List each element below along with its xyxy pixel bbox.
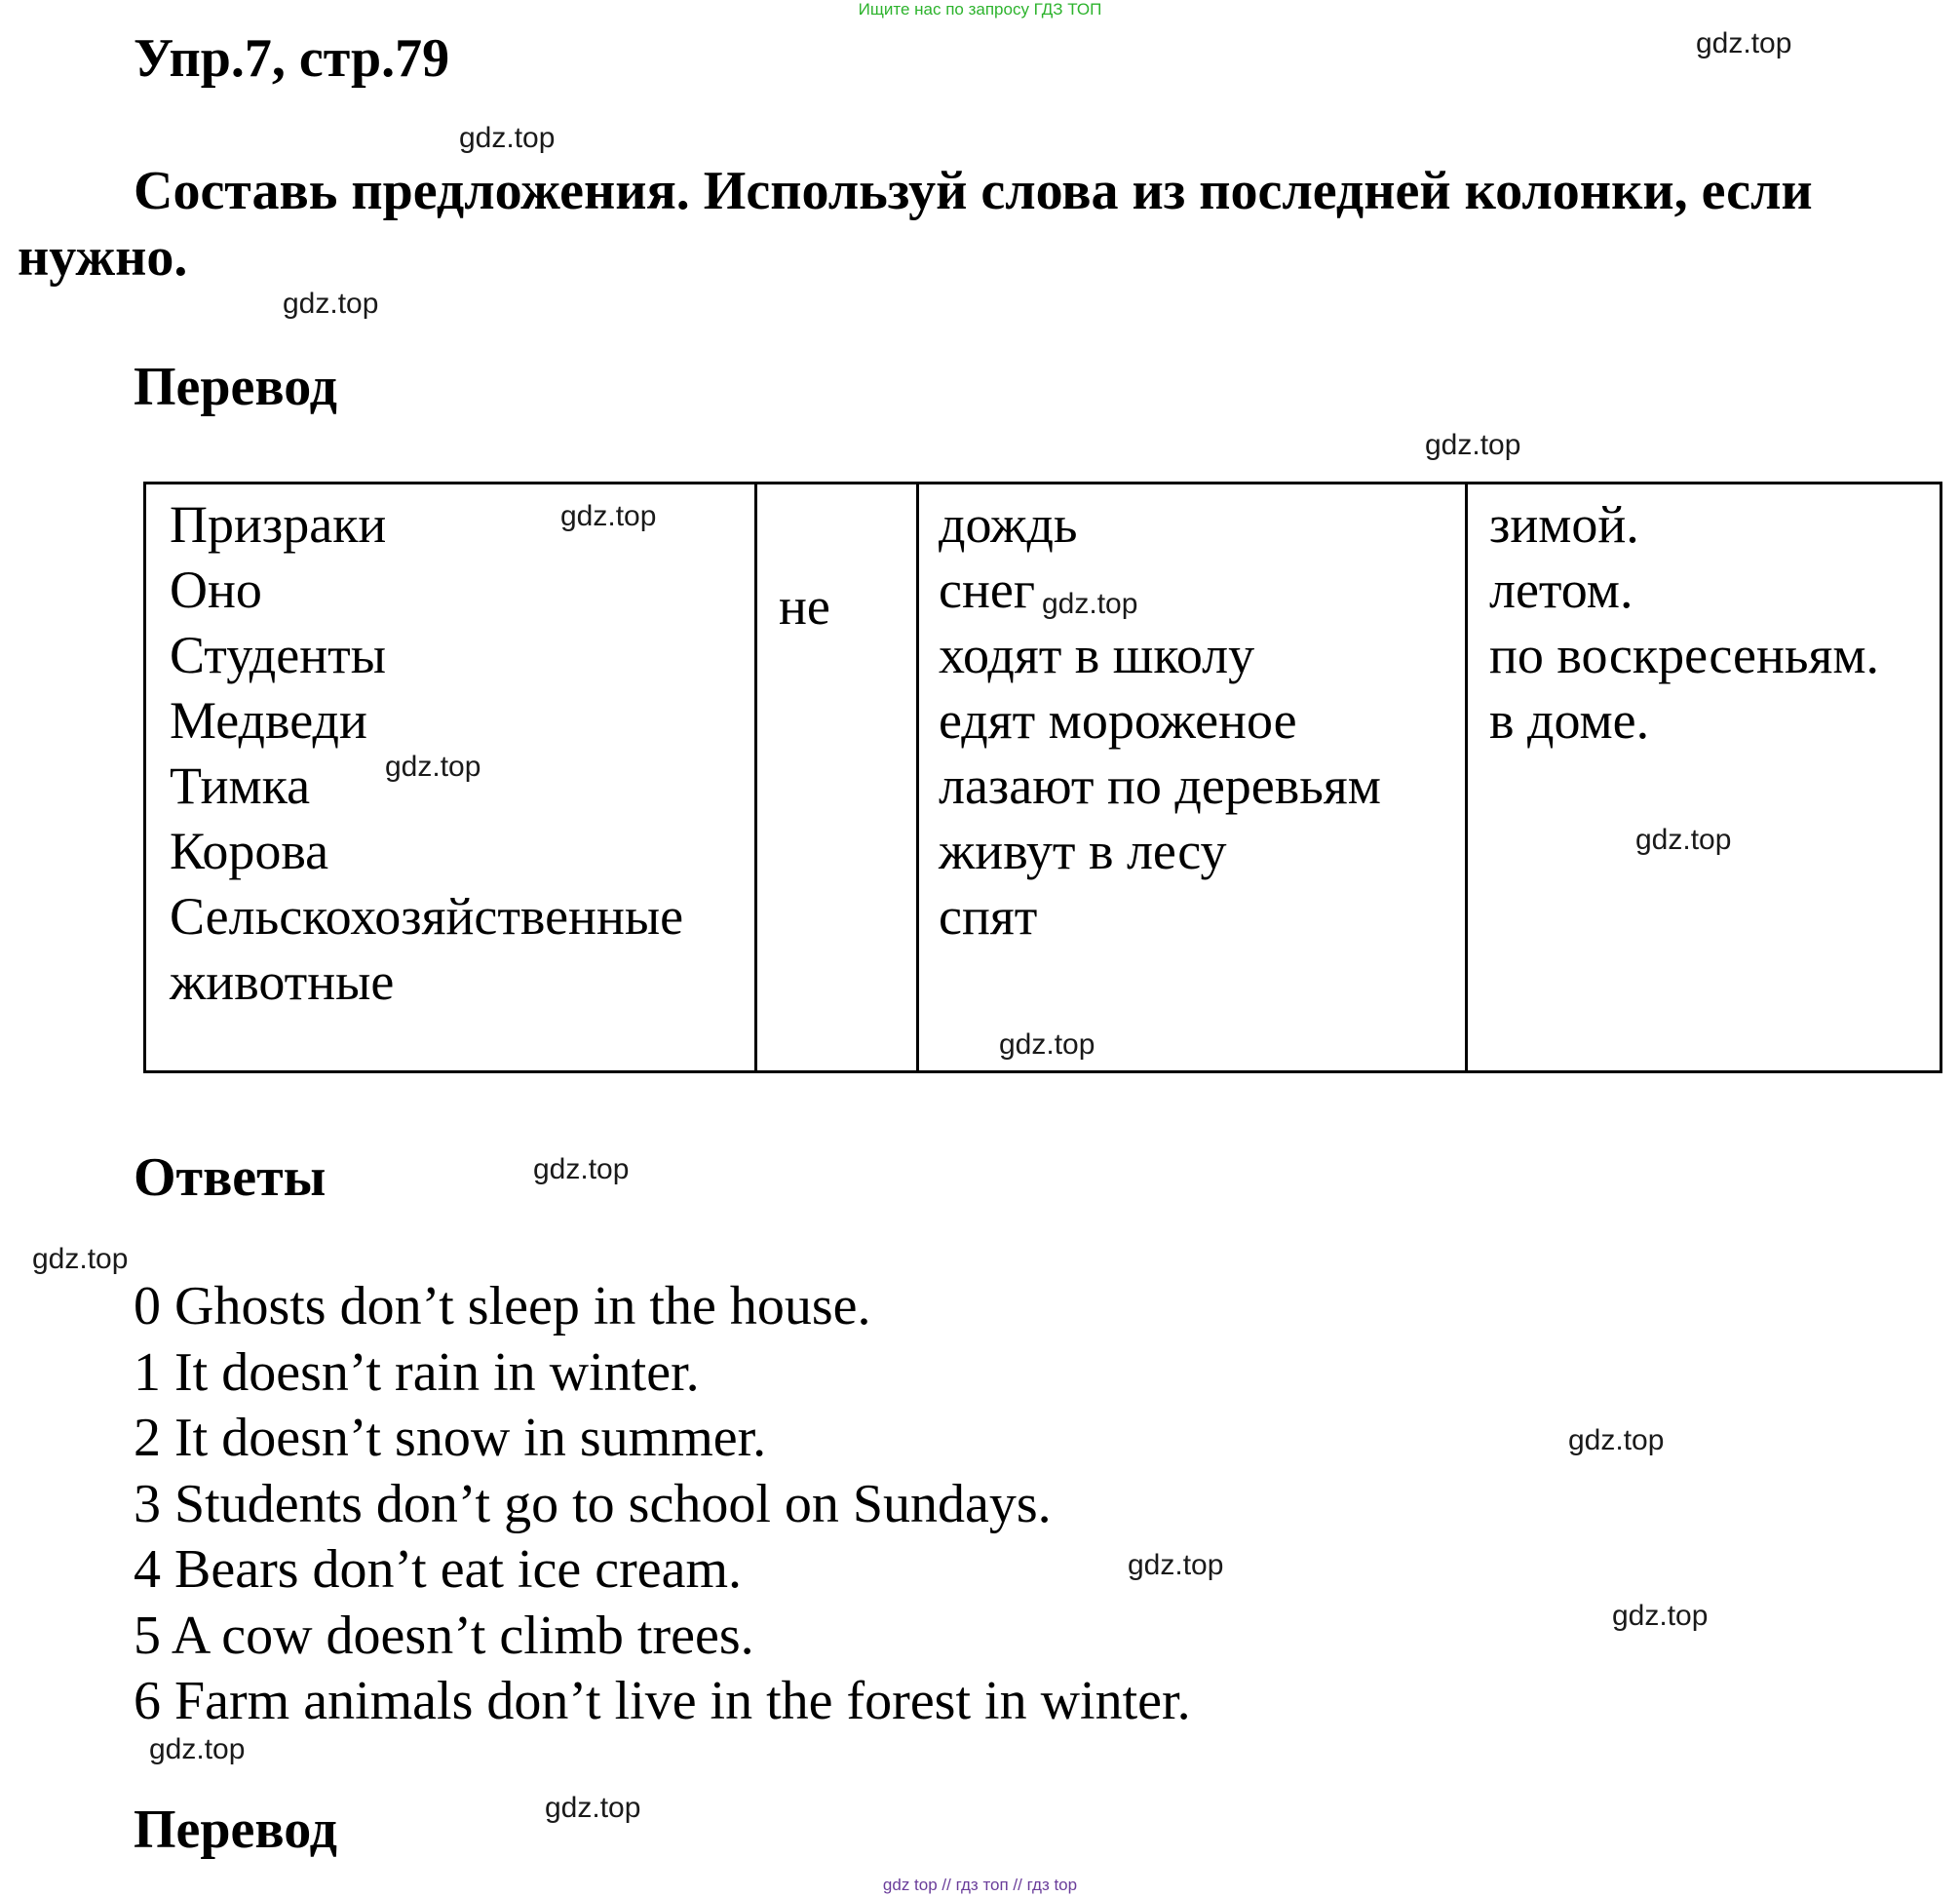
watermark: gdz.top [1128, 1549, 1224, 1581]
table-cell: Оно [170, 561, 262, 619]
table-column-negation [754, 484, 916, 1070]
table-cell: Медведи [170, 691, 367, 750]
watermark: gdz.top [999, 1028, 1095, 1061]
table-cell: Корова [170, 822, 329, 880]
table-cell: Призраки [170, 495, 387, 554]
table-cell: Тимка [170, 756, 311, 815]
answer-line: 5 A cow doesn’t climb trees. [134, 1605, 754, 1666]
watermark: gdz.top [385, 751, 481, 783]
table-cell: Сельскохозяйственные [170, 887, 684, 946]
table-cell: ходят в школу [939, 626, 1255, 684]
answers-heading: Ответы [134, 1147, 327, 1208]
watermark: gdz.top [533, 1153, 630, 1185]
answers-list [134, 1274, 1191, 1735]
table-cell: Студенты [170, 626, 387, 684]
translation-heading: Перевод [134, 357, 337, 417]
table-cell: живут в лесу [939, 822, 1227, 880]
watermark: gdz.top [1568, 1424, 1665, 1456]
answer-line: 2 It doesn’t snow in summer. [134, 1408, 767, 1468]
table-cell: в доме. [1489, 691, 1650, 750]
table-cell: зимой. [1489, 495, 1639, 554]
watermark: gdz.top [545, 1792, 641, 1824]
answer-line: 3 Students don’t go to school on Sundays. [134, 1473, 1052, 1534]
table-cell: дождь [939, 495, 1078, 554]
answer-line: 6 Farm animals don’t live in the forest in winter. [134, 1671, 1191, 1731]
table-cell: летом. [1489, 561, 1633, 619]
watermark: gdz.top [283, 288, 379, 320]
table-cell: едят мороженое [939, 691, 1297, 750]
table-cell: спят [939, 887, 1038, 946]
watermark: gdz.top [1635, 824, 1732, 856]
watermark: gdz.top [560, 500, 657, 532]
watermark: gdz.top [459, 122, 556, 154]
watermark: gdz.top [1696, 27, 1792, 59]
exercise-title: Упр.7, стр.79 [134, 28, 450, 89]
table-cell: не [779, 577, 830, 636]
table-column-times [1465, 484, 1940, 1070]
table-column-verbs [916, 484, 1465, 1070]
watermark: gdz.top [1612, 1600, 1709, 1632]
footer-text: gdz top // гдз топ // гдз top [882, 1876, 1078, 1894]
table-cell: снег [939, 561, 1035, 619]
table-cell: животные [170, 952, 395, 1011]
table-cell: по воскресеньям. [1489, 626, 1880, 684]
top-banner: Ищите нас по запросу ГДЗ ТОП [858, 0, 1102, 19]
task-instruction: Составь предложения. Используй слова из последней колонки, если нужно. [18, 161, 1813, 288]
watermark: gdz.top [149, 1733, 246, 1765]
translation-heading-bottom: Перевод [134, 1800, 337, 1860]
watermark: gdz.top [1042, 588, 1138, 620]
table-cell: лазают по деревьям [939, 756, 1381, 815]
answer-line: 0 Ghosts don’t sleep in the house. [134, 1276, 871, 1336]
watermark: gdz.top [32, 1243, 129, 1275]
watermark: gdz.top [1425, 429, 1521, 461]
answer-line: 1 It doesn’t rain in winter. [134, 1341, 700, 1403]
answer-line: 4 Bears don’t eat ice cream. [134, 1539, 743, 1600]
